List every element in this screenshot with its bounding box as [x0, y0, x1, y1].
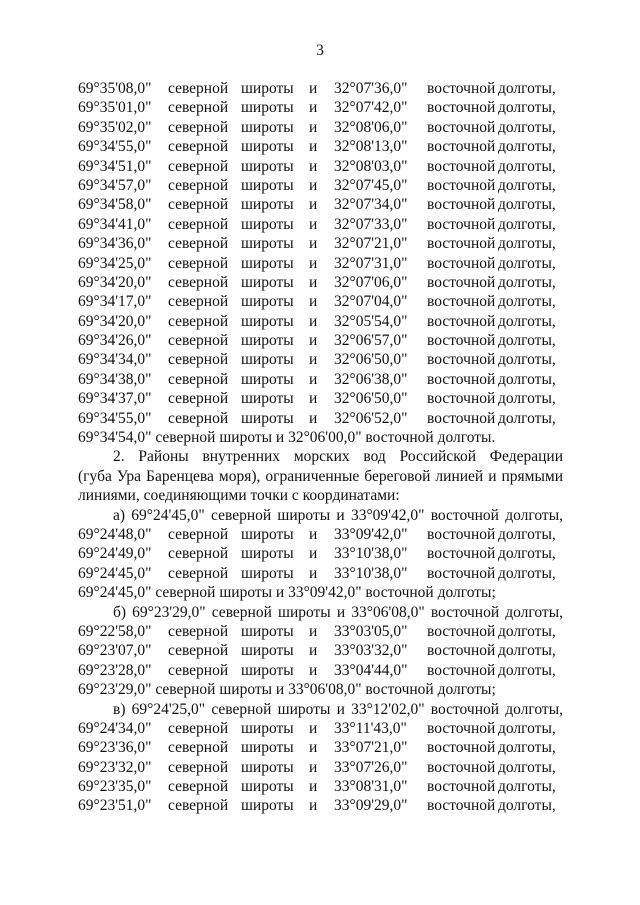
section2-heading: 2. Районы внутренних морских вод Российской Федерации [113, 448, 563, 466]
longitude-word: долготы, [498, 545, 556, 563]
latitude-word: широты [241, 99, 294, 117]
and-word: и [309, 409, 318, 427]
latitude-word: широты [241, 176, 294, 194]
longitude-word: долготы, [498, 215, 556, 233]
north-word: северной [168, 661, 229, 679]
north-word: северной [168, 719, 229, 737]
and-word: и [309, 545, 318, 563]
latitude-word: широты [241, 525, 294, 543]
longitude-value: 32°07'36,0" [334, 80, 408, 97]
east-word: восточной [427, 235, 496, 253]
latitude-word: широты [241, 409, 294, 427]
coordinate-row [78, 661, 563, 680]
sub-a-end: 69°24'45,0" северной широты и 33°09'42,0" восточной долготы; [78, 584, 496, 602]
latitude-word: широты [241, 312, 294, 330]
and-word: и [309, 370, 318, 388]
latitude-word: широты [241, 235, 294, 253]
east-word: восточной [427, 157, 496, 175]
latitude-value: 69°22'58,0" [78, 622, 152, 640]
longitude-word: долготы, [498, 525, 556, 543]
longitude-word: долготы, [498, 564, 556, 582]
section2-text-3: линиями, соединяющими точки с координатами: [78, 487, 400, 505]
north-word: северной [168, 797, 229, 815]
latitude-value: 69°23'28,0" [78, 661, 152, 679]
longitude-value: 32°06'52,0" [334, 409, 408, 427]
longitude-word: долготы, [498, 80, 556, 97]
and-word: и [309, 196, 318, 214]
longitude-value: 33°03'32,0" [334, 642, 408, 660]
sub-b-end-line [78, 680, 563, 699]
latitude-value: 69°34'55,0" [78, 409, 152, 427]
and-word: и [309, 739, 318, 757]
latitude-value: 69°34'26,0" [78, 332, 152, 350]
north-word: северной [168, 235, 229, 253]
latitude-word: широты [241, 642, 294, 660]
north-word: северной [168, 390, 229, 408]
coordinate-row [78, 312, 563, 331]
coordinate-row [78, 176, 563, 195]
north-word: северной [168, 351, 229, 369]
latitude-value: 69°24'49,0" [78, 545, 152, 563]
longitude-value: 32°08'06,0" [334, 118, 408, 136]
coordinate-row [78, 564, 563, 583]
latitude-value: 69°34'51,0" [78, 157, 152, 175]
east-word: восточной [427, 176, 496, 194]
longitude-value: 33°10'38,0" [334, 545, 408, 563]
latitude-value: 69°34'41,0" [78, 215, 152, 233]
latitude-word: широты [241, 351, 294, 369]
document-body [78, 79, 563, 816]
north-word: северной [168, 80, 229, 97]
and-word: и [309, 564, 318, 582]
coordinate-row [78, 370, 563, 389]
longitude-value: 32°07'45,0" [334, 176, 408, 194]
north-word: северной [168, 196, 229, 214]
and-word: и [309, 642, 318, 660]
coordinate-row [78, 641, 563, 660]
sub-a-end-line [78, 583, 563, 602]
north-word: северной [168, 642, 229, 660]
north-word: северной [168, 564, 229, 582]
longitude-value: 32°08'03,0" [334, 157, 408, 175]
and-word: и [309, 80, 318, 97]
latitude-value: 69°35'08,0" [78, 80, 152, 97]
longitude-word: долготы, [498, 138, 556, 156]
north-word: северной [168, 118, 229, 136]
east-word: восточной [427, 719, 496, 737]
east-word: восточной [427, 390, 496, 408]
longitude-value: 32°07'04,0" [334, 293, 408, 311]
longitude-value: 33°04'44,0" [334, 661, 408, 679]
east-word: восточной [427, 778, 496, 796]
section2-text-2: (губа Ура Баренцева моря), ограниченные береговой линией и прямыми [78, 467, 563, 485]
longitude-word: долготы, [498, 778, 556, 796]
and-word: и [309, 758, 318, 776]
east-word: восточной [427, 739, 496, 757]
and-word: и [309, 525, 318, 543]
longitude-word: долготы, [498, 235, 556, 253]
latitude-word: широты [241, 545, 294, 563]
latitude-value: 69°23'32,0" [78, 758, 152, 776]
coordinate-row [78, 98, 563, 117]
longitude-word: долготы, [498, 739, 556, 757]
north-word: северной [168, 758, 229, 776]
north-word: северной [168, 312, 229, 330]
and-word: и [309, 622, 318, 640]
latitude-word: широты [241, 138, 294, 156]
east-word: восточной [427, 564, 496, 582]
coordinate-row [78, 195, 563, 214]
coordinates-block-b [78, 622, 563, 680]
longitude-value: 33°08'31,0" [334, 778, 408, 796]
and-word: и [309, 99, 318, 117]
latitude-value: 69°34'38,0" [78, 370, 152, 388]
north-word: северной [168, 778, 229, 796]
sub-a-start: а) 69°24'45,0" северной широты и 33°09'42,0" восточной долготы, [113, 506, 563, 524]
longitude-value: 32°06'57,0" [334, 332, 408, 350]
longitude-value: 32°06'50,0" [334, 390, 408, 408]
north-word: северной [168, 157, 229, 175]
east-word: восточной [427, 80, 496, 97]
longitude-value: 32°07'31,0" [334, 254, 408, 272]
longitude-value: 33°07'26,0" [334, 758, 408, 776]
east-word: восточной [427, 196, 496, 214]
latitude-word: широты [241, 390, 294, 408]
section2-line-2 [78, 467, 563, 486]
coordinate-row [78, 350, 563, 369]
and-word: и [309, 661, 318, 679]
latitude-value: 69°34'58,0" [78, 196, 152, 214]
latitude-value: 69°34'34,0" [78, 351, 152, 369]
east-word: восточной [427, 273, 496, 291]
east-word: восточной [427, 293, 496, 311]
latitude-word: широты [241, 564, 294, 582]
longitude-word: долготы, [498, 642, 556, 660]
sub-b-end: 69°23'29,0" северной широты и 33°06'08,0" восточной долготы; [78, 681, 496, 699]
east-word: восточной [427, 661, 496, 679]
longitude-value: 32°07'33,0" [334, 215, 408, 233]
block1-end-text: 69°34'54,0" северной широты и 32°06'00,0" восточной долготы. [78, 429, 496, 447]
east-word: восточной [427, 758, 496, 776]
coordinate-row [78, 777, 563, 796]
coordinate-row [78, 215, 563, 234]
and-word: и [309, 157, 318, 175]
coordinates-block-v [78, 719, 563, 816]
coordinate-row [78, 389, 563, 408]
longitude-value: 32°07'42,0" [334, 99, 408, 117]
sub-b-start-line [78, 603, 563, 622]
sub-v-start-line [78, 700, 563, 719]
coordinate-row [78, 622, 563, 641]
north-word: северной [168, 739, 229, 757]
north-word: северной [168, 332, 229, 350]
and-word: и [309, 254, 318, 272]
north-word: северной [168, 545, 229, 563]
north-word: северной [168, 293, 229, 311]
east-word: восточной [427, 370, 496, 388]
east-word: восточной [427, 545, 496, 563]
coordinate-row [78, 137, 563, 156]
sub-b-start: б) 69°23'29,0" северной широты и 33°06'08,0" восточной долготы, [113, 603, 563, 621]
latitude-word: широты [241, 215, 294, 233]
longitude-value: 32°08'13,0" [334, 138, 408, 156]
longitude-word: долготы, [498, 661, 556, 679]
east-word: восточной [427, 409, 496, 427]
latitude-value: 69°23'35,0" [78, 778, 152, 796]
section2-line-1 [78, 447, 563, 466]
latitude-word: широты [241, 797, 294, 815]
longitude-word: долготы, [498, 176, 556, 194]
latitude-word: широты [241, 739, 294, 757]
north-word: северной [168, 254, 229, 272]
north-word: северной [168, 370, 229, 388]
longitude-word: долготы, [498, 409, 556, 427]
latitude-word: широты [241, 293, 294, 311]
east-word: восточной [427, 351, 496, 369]
east-word: восточной [427, 622, 496, 640]
east-word: восточной [427, 215, 496, 233]
latitude-value: 69°34'57,0" [78, 176, 152, 194]
longitude-value: 33°09'42,0" [334, 525, 408, 543]
longitude-word: долготы, [498, 797, 556, 815]
coordinate-row [78, 758, 563, 777]
coordinate-row [78, 254, 563, 273]
longitude-value: 32°05'54,0" [334, 312, 408, 330]
longitude-word: долготы, [498, 312, 556, 330]
section2-line-3 [78, 486, 563, 505]
coordinate-row [78, 234, 563, 253]
east-word: восточной [427, 254, 496, 272]
latitude-value: 69°34'37,0" [78, 390, 152, 408]
coordinate-row [78, 409, 563, 428]
east-word: восточной [427, 138, 496, 156]
latitude-word: широты [241, 273, 294, 291]
and-word: и [309, 312, 318, 330]
coordinate-row [78, 331, 563, 350]
east-word: восточной [427, 99, 496, 117]
latitude-value: 69°35'01,0" [78, 99, 152, 117]
longitude-word: долготы, [498, 758, 556, 776]
latitude-word: широты [241, 370, 294, 388]
latitude-word: широты [241, 157, 294, 175]
longitude-word: долготы, [498, 99, 556, 117]
coordinate-row [78, 118, 563, 137]
longitude-word: долготы, [498, 390, 556, 408]
latitude-word: широты [241, 778, 294, 796]
north-word: северной [168, 273, 229, 291]
coordinate-row [78, 273, 563, 292]
north-word: северной [168, 138, 229, 156]
longitude-value: 33°09'29,0" [334, 797, 408, 815]
and-word: и [309, 235, 318, 253]
longitude-value: 33°11'43,0" [334, 719, 407, 737]
latitude-value: 69°34'20,0" [78, 312, 152, 330]
longitude-word: долготы, [498, 273, 556, 291]
and-word: и [309, 351, 318, 369]
coordinate-row [78, 292, 563, 311]
latitude-value: 69°23'07,0" [78, 642, 152, 660]
latitude-value: 69°34'55,0" [78, 138, 152, 156]
longitude-value: 33°10'38,0" [334, 564, 408, 582]
longitude-word: долготы, [498, 196, 556, 214]
and-word: и [309, 176, 318, 194]
latitude-word: широты [241, 254, 294, 272]
page-number: 3 [316, 42, 324, 59]
coordinate-row [78, 719, 563, 738]
and-word: и [309, 118, 318, 136]
block1-end-line [78, 428, 563, 447]
latitude-value: 69°23'36,0" [78, 739, 152, 757]
longitude-value: 33°03'05,0" [334, 622, 408, 640]
latitude-word: широты [241, 196, 294, 214]
coordinate-row [78, 738, 563, 757]
and-word: и [309, 215, 318, 233]
latitude-value: 69°24'48,0" [78, 525, 152, 543]
north-word: северной [168, 99, 229, 117]
longitude-value: 32°06'50,0" [334, 351, 408, 369]
and-word: и [309, 778, 318, 796]
east-word: восточной [427, 642, 496, 660]
latitude-word: широты [241, 758, 294, 776]
sub-a-start-line [78, 506, 563, 525]
latitude-word: широты [241, 661, 294, 679]
latitude-word: широты [241, 332, 294, 350]
longitude-value: 32°07'06,0" [334, 273, 408, 291]
north-word: северной [168, 525, 229, 543]
north-word: северной [168, 176, 229, 194]
latitude-value: 69°34'25,0" [78, 254, 152, 272]
longitude-word: долготы, [498, 254, 556, 272]
latitude-word: широты [241, 622, 294, 640]
longitude-word: долготы, [498, 622, 556, 640]
coordinate-row [78, 544, 563, 563]
and-word: и [309, 138, 318, 156]
north-word: северной [168, 409, 229, 427]
east-word: восточной [427, 312, 496, 330]
east-word: восточной [427, 525, 496, 543]
longitude-word: долготы, [498, 157, 556, 175]
latitude-value: 69°34'36,0" [78, 235, 152, 253]
coordinate-row [78, 157, 563, 176]
and-word: и [309, 332, 318, 350]
longitude-word: долготы, [498, 293, 556, 311]
and-word: и [309, 293, 318, 311]
longitude-value: 32°07'34,0" [334, 196, 408, 214]
latitude-value: 69°34'17,0" [78, 293, 152, 311]
coordinate-row [78, 796, 563, 815]
and-word: и [309, 390, 318, 408]
latitude-value: 69°35'02,0" [78, 118, 152, 136]
latitude-word: широты [241, 118, 294, 136]
north-word: северной [168, 215, 229, 233]
longitude-value: 33°07'21,0" [334, 739, 408, 757]
sub-v-start: в) 69°24'25,0" северной широты и 33°12'02,0" восточной долготы, [113, 700, 563, 718]
longitude-value: 32°07'21,0" [334, 235, 408, 253]
coordinates-block-1 [78, 79, 563, 428]
latitude-value: 69°34'20,0" [78, 273, 152, 291]
latitude-value: 69°24'34,0" [78, 719, 152, 737]
and-word: и [309, 797, 318, 815]
coordinate-row [78, 525, 563, 544]
coordinate-row [78, 79, 563, 98]
latitude-value: 69°24'45,0" [78, 564, 152, 582]
east-word: восточной [427, 797, 496, 815]
north-word: северной [168, 622, 229, 640]
latitude-value: 69°23'51,0" [78, 797, 152, 815]
coordinates-block-a [78, 525, 563, 583]
longitude-word: долготы, [498, 370, 556, 388]
latitude-word: широты [241, 719, 294, 737]
longitude-word: долготы, [498, 719, 556, 737]
and-word: и [309, 273, 318, 291]
and-word: и [309, 719, 318, 737]
longitude-value: 32°06'38,0" [334, 370, 408, 388]
longitude-word: долготы, [498, 118, 556, 136]
longitude-word: долготы, [498, 332, 556, 350]
latitude-word: широты [241, 80, 294, 97]
east-word: восточной [427, 332, 496, 350]
longitude-word: долготы, [498, 351, 556, 369]
east-word: восточной [427, 118, 496, 136]
